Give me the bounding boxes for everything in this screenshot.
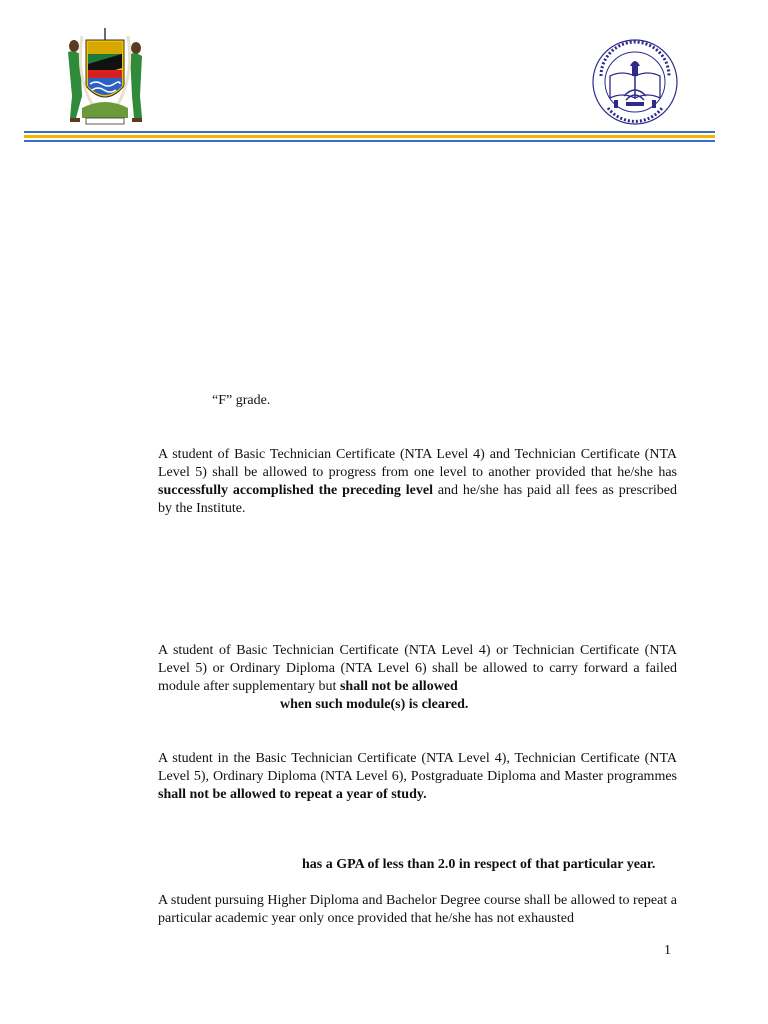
carry-forward-bold: shall not be allowed [339,679,458,694]
repeat-year-text: A student in the Basic Technician Certificate (NTA Level 4), Technician Certificate (NTA Level 5), Ordinary Diploma (NTA Level 6), Postgraduate Diploma and Master programmes [158,751,677,784]
carry-forward-continuation: when such module(s) is cleared. [280,697,469,712]
header-rule-blue-bottom [24,140,715,142]
institute-logo [586,36,684,128]
header-rule-gold [24,135,715,138]
carry-forward-text: A student of Basic Technician Certificate (NTA Level 4) or Technician Certificate (NTA Level 5) or Ordinary Diploma (NTA Level 6) shall be allowed to carry forward a failed module after supplementary but [158,643,677,694]
coat-of-arms-logo [62,26,148,128]
progression-bold: successfully accomplished the preceding level [158,483,433,498]
page-number: 1 [664,943,671,958]
repeat-year-bold: shall not be allowed to repeat a year of study. [158,787,427,802]
f-grade-line: “F” grade. [212,393,271,408]
carry-forward-paragraph [158,642,677,696]
progression-text-after: and he/she has paid all fees as prescribed by the Institute. [158,483,678,516]
progression-paragraph [158,446,677,518]
higher-diploma-paragraph: A student pursuing Higher Diploma and Bachelor Degree course shall be allowed to repeat a particular academic year only once provided that he/she has not exhausted [158,893,677,926]
repeat-year-paragraph [158,750,677,804]
header-rule-blue-top [24,131,715,133]
progression-text-before: A student of Basic Technician Certificate (NTA Level 4) and Technician Certificate (NTA Level 5) shall be allowed to progress from one level to another provided that he/she has [158,447,677,480]
gpa-line: has a GPA of less than 2.0 in respect of that particular year. [302,857,656,872]
